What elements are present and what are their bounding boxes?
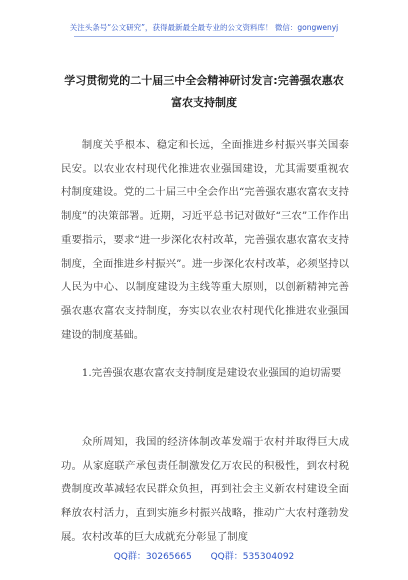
title-line-1: 学习贯彻党的二十届三中全会精神研讨发言:完善强农惠农 <box>64 74 344 87</box>
paragraph-section-1: 众所周知，我国的经济体制改革发端于农村并取得巨大成功。从家庭联产承包责任制激发亿万农民的积极性，到农村税费制度改革减轻农民群众负担，再到社会主义新农村建设全面释放农村活力，直到实施乡村振兴战略，推动广大农村蓬勃发展。农村改革的巨大成就充分彰显了制度 <box>61 436 349 543</box>
footer-qq-group-1: QQ群：30265665 <box>113 552 192 562</box>
paragraph-intro: 制度关乎根本、稳定和长远，全面推进乡村振兴事关国泰民安。以农业农村现代化推进农业强国建设，尤其需要重视农村制度建设。党的二十届三中全会作出“完善强农惠农富农支持制度”的决策部署。近期，习近平总书记对做好“三农”工作作出重要指示，要求“进一步深化农村改革，完善强农惠农富农支持制度，全面推进乡村振兴”。进一步深化农村改革，必须坚持以人民为中心、以制度建设为主线等重大原则，以创新精神完善强农惠农富农支持制度，夯实以农业农村现代化推进农业强国建设的制度基础。 <box>61 139 349 341</box>
footer <box>0 549 408 562</box>
document-title <box>30 70 378 114</box>
banner-divider <box>74 36 334 37</box>
footer-qq-group-2: QQ群：535304092 <box>210 552 295 562</box>
top-banner: 关注头条号“公文研究”，获得最新最全最专业的公文资料库！ 微信：gongwenyj <box>69 23 339 32</box>
title-line-2: 富农支持制度 <box>171 96 237 109</box>
section-heading-1: 1.完善强农惠农富农支持制度是建设农业强国的迫切需要 <box>81 367 342 379</box>
